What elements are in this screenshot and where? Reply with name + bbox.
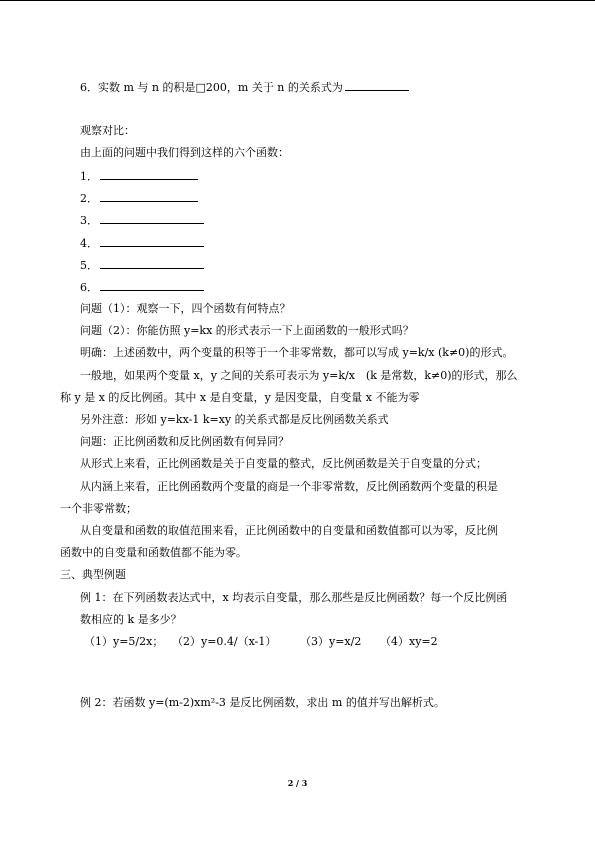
example-1-line-2: 数相应的 k 是多少？ (80, 613, 182, 626)
answer-blank (100, 280, 204, 291)
example-1-line-1: 例 1：在下列函数表达式中，x 均表示自变量，那么那些是反比例函数？每一个反比例函 (80, 591, 508, 604)
page-number: 2 / 3 (287, 778, 308, 788)
compare-range-1: 从自变量和函数的取值范围来看，正比例函数中的自变量和函数值都可以为零，反比例 (80, 524, 498, 537)
item-number: 6． (80, 281, 98, 294)
numbered-item-4 (80, 236, 204, 251)
observe-heading: 观察对比： (80, 124, 135, 137)
compare-range-2: 函数中的自变量和函数值都不能为零。 (60, 546, 247, 559)
compare-form: 从形式上来看，正比例函数是关于自变量的整式，反比例函数是关于自变量的分式； (80, 457, 487, 470)
definition-line-2: 称 y 是 x 的反比例函。其中 x 是自变量，y 是因变量，自变量 x 不能为零 (60, 391, 420, 404)
answer-blank (100, 169, 198, 180)
numbered-item-5 (80, 258, 204, 273)
numbered-item-3 (80, 213, 204, 228)
item-number: 3． (80, 214, 98, 227)
question-6-text: 6．实数 m 与 n 的积是□200，m 关于 n 的关系式为 (80, 81, 343, 94)
item-number: 4． (80, 237, 98, 250)
numbered-item-1 (80, 169, 198, 184)
question-2: 问题（2）：你能仿照 y=kx 的形式表示一下上面函数的一般形式吗？ (80, 324, 414, 337)
clarify-text: 明确：上述函数中，两个变量的积等于一个非零常数，都可以写成 y=k/x (k≠0)的形式。 (80, 346, 514, 359)
compare-meaning-2: 一个非零常数； (60, 502, 137, 515)
numbered-item-2 (80, 191, 198, 206)
item-number: 2． (80, 192, 98, 205)
observe-intro: 由上面的问题中我们得到这样的六个函数： (80, 146, 289, 159)
answer-blank (345, 80, 409, 91)
example-1-option-2: （2）y=0.4/（x-1） (172, 635, 277, 648)
answer-blank (100, 258, 204, 269)
compare-question: 问题：正比例函数和反比例函数有何异同？ (80, 435, 289, 448)
item-number: 1． (80, 170, 98, 183)
definition-line-1: 一般地，如果两个变量 x，y 之间的关系可表示为 y=k/x (k 是常数，k≠0)的形式，那么 (80, 369, 518, 382)
header-rule (0, 0, 595, 1)
question-6 (80, 80, 409, 95)
question-1: 问题（1）：观察一下，四个函数有何特点？ (80, 302, 291, 315)
answer-blank (100, 191, 198, 202)
answer-blank (100, 236, 204, 247)
example-1-option-1: （1）y=5/2x； (84, 635, 164, 648)
answer-blank (100, 213, 204, 224)
note-text: 另外注意：形如 y=kx-1 k=xy 的关系式都是反比例函数关系式 (80, 413, 389, 426)
numbered-item-6 (80, 280, 204, 295)
example-2: 例 2：若函数 y=(m-2)xm²-3 是反比例函数，求出 m 的值并写出解析式。 (80, 696, 445, 709)
example-1-option-4: （4）xy=2 (380, 635, 438, 648)
item-number: 5． (80, 259, 98, 272)
example-1-option-3: （3）y=x/2 (300, 635, 362, 648)
section-title: 三、典型例题 (60, 568, 126, 581)
compare-meaning-1: 从内涵上来看，正比例函数两个变量的商是一个非零常数，反比例函数两个变量的积是 (80, 480, 498, 493)
